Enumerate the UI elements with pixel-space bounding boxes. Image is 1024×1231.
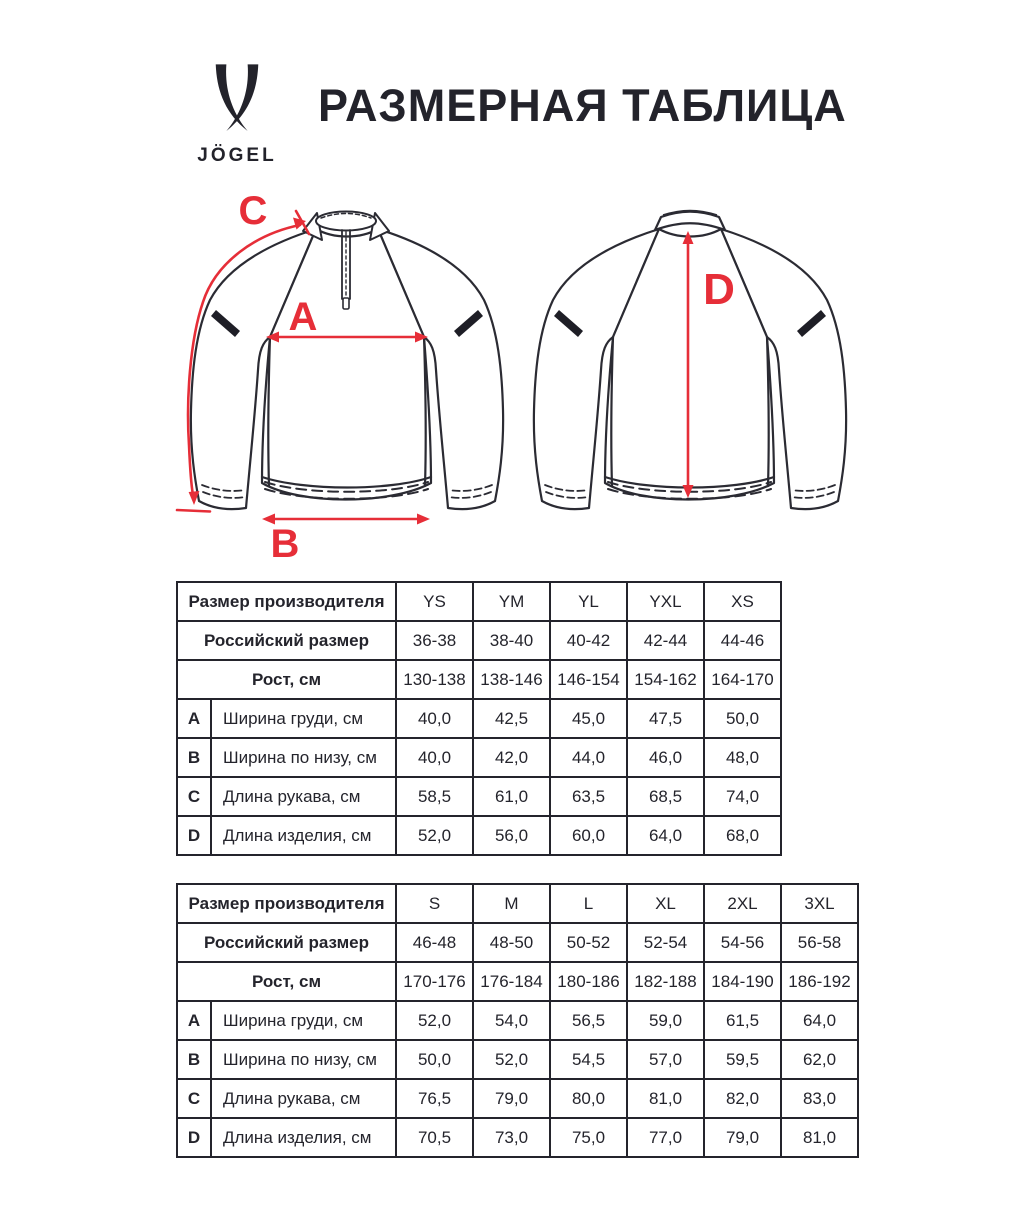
size-table-adult <box>176 883 859 1158</box>
measure-value-cell: 68,5 <box>628 778 705 817</box>
size-value-cell: S <box>397 885 474 924</box>
measure-value-cell: 81,0 <box>782 1119 859 1158</box>
measure-letter-cell: C <box>178 1080 212 1119</box>
size-value-cell: 164-170 <box>705 661 782 700</box>
measure-value-cell: 74,0 <box>705 778 782 817</box>
header-label-cell: Размер производителя <box>178 583 397 622</box>
size-value-cell: 130-138 <box>397 661 474 700</box>
measure-name-cell: Длина рукава, см <box>212 1080 397 1119</box>
header-label-cell: Российский размер <box>178 622 397 661</box>
size-value-cell: 180-186 <box>551 963 628 1002</box>
measure-value-cell: 57,0 <box>628 1041 705 1080</box>
measure-letter-cell: C <box>178 778 212 817</box>
garment-base-drawing <box>191 229 503 509</box>
measure-letter-cell: D <box>178 817 212 856</box>
measure-value-cell: 52,0 <box>397 1002 474 1041</box>
measure-name-cell: Ширина по низу, см <box>212 739 397 778</box>
header-label-cell: Размер производителя <box>178 885 397 924</box>
size-value-cell: 46-48 <box>397 924 474 963</box>
size-value-cell: 48-50 <box>474 924 551 963</box>
measure-value-cell: 59,5 <box>705 1041 782 1080</box>
size-value-cell: XL <box>628 885 705 924</box>
size-value-cell: 154-162 <box>628 661 705 700</box>
size-value-cell: 176-184 <box>474 963 551 1002</box>
measure-value-cell: 56,5 <box>551 1002 628 1041</box>
back-garment-drawing <box>534 229 846 509</box>
measure-value-cell: 56,0 <box>474 817 551 856</box>
label-c: C <box>238 189 268 233</box>
measure-value-cell: 54,0 <box>474 1002 551 1041</box>
size-value-cell: YXL <box>628 583 705 622</box>
measure-value-cell: 42,0 <box>474 739 551 778</box>
measure-value-cell: 59,0 <box>628 1002 705 1041</box>
size-value-cell: 40-42 <box>551 622 628 661</box>
size-value-cell: 38-40 <box>474 622 551 661</box>
size-value-cell: 50-52 <box>551 924 628 963</box>
size-value-cell: 56-58 <box>782 924 859 963</box>
measure-value-cell: 54,5 <box>551 1041 628 1080</box>
measure-value-cell: 62,0 <box>782 1041 859 1080</box>
measure-name-cell: Ширина по низу, см <box>212 1041 397 1080</box>
measure-value-cell: 50,0 <box>397 1041 474 1080</box>
measure-value-cell: 64,0 <box>628 817 705 856</box>
measure-name-cell: Длина изделия, см <box>212 817 397 856</box>
header-label-cell: Рост, см <box>178 963 397 1002</box>
measure-value-cell: 70,5 <box>397 1119 474 1158</box>
measure-letter-cell: B <box>178 1041 212 1080</box>
label-d: D <box>703 265 735 314</box>
measure-value-cell: 76,5 <box>397 1080 474 1119</box>
size-value-cell: M <box>474 885 551 924</box>
measure-value-cell: 77,0 <box>628 1119 705 1158</box>
size-value-cell: XS <box>705 583 782 622</box>
size-value-cell: 54-56 <box>705 924 782 963</box>
measure-value-cell: 42,5 <box>474 700 551 739</box>
measure-value-cell: 61,0 <box>474 778 551 817</box>
measure-value-cell: 68,0 <box>705 817 782 856</box>
measure-value-cell: 63,5 <box>551 778 628 817</box>
size-value-cell: 36-38 <box>397 622 474 661</box>
brand-name: JÖGEL <box>197 145 277 166</box>
measure-value-cell: 73,0 <box>474 1119 551 1158</box>
measure-value-cell: 44,0 <box>551 739 628 778</box>
measure-value-cell: 48,0 <box>705 739 782 778</box>
measure-value-cell: 81,0 <box>628 1080 705 1119</box>
measure-value-cell: 45,0 <box>551 700 628 739</box>
size-value-cell: 146-154 <box>551 661 628 700</box>
measure-value-cell: 83,0 <box>782 1080 859 1119</box>
header-label-cell: Рост, см <box>178 661 397 700</box>
measure-value-cell: 58,5 <box>397 778 474 817</box>
measure-value-cell: 60,0 <box>551 817 628 856</box>
measure-value-cell: 52,0 <box>397 817 474 856</box>
measure-name-cell: Ширина груди, см <box>212 1002 397 1041</box>
measure-value-cell: 52,0 <box>474 1041 551 1080</box>
measure-value-cell: 61,5 <box>705 1002 782 1041</box>
measure-letter-cell: A <box>178 700 212 739</box>
measure-value-cell: 46,0 <box>628 739 705 778</box>
size-value-cell: YL <box>551 583 628 622</box>
measure-letter-cell: B <box>178 739 212 778</box>
header-label-cell: Российский размер <box>178 924 397 963</box>
size-value-cell: YS <box>397 583 474 622</box>
measure-value-cell: 75,0 <box>551 1119 628 1158</box>
measure-value-cell: 47,5 <box>628 700 705 739</box>
garment-measurement-diagram <box>0 0 1024 580</box>
measure-name-cell: Длина рукава, см <box>212 778 397 817</box>
measure-value-cell: 40,0 <box>397 739 474 778</box>
size-value-cell: 44-46 <box>705 622 782 661</box>
measure-letter-cell: D <box>178 1119 212 1158</box>
size-value-cell: 182-188 <box>628 963 705 1002</box>
measure-name-cell: Длина изделия, см <box>212 1119 397 1158</box>
back-collar <box>655 211 725 231</box>
size-value-cell: 186-192 <box>782 963 859 1002</box>
size-value-cell: 52-54 <box>628 924 705 963</box>
size-value-cell: YM <box>474 583 551 622</box>
measure-value-cell: 80,0 <box>551 1080 628 1119</box>
measure-value-cell: 40,0 <box>397 700 474 739</box>
size-value-cell: 2XL <box>705 885 782 924</box>
measure-value-cell: 64,0 <box>782 1002 859 1041</box>
size-value-cell: 3XL <box>782 885 859 924</box>
measure-letter-cell: A <box>178 1002 212 1041</box>
size-table-youth <box>176 581 782 856</box>
label-b: B <box>270 522 300 566</box>
page-title: РАЗМЕРНАЯ ТАБЛИЦА <box>318 80 847 131</box>
measure-value-cell: 82,0 <box>705 1080 782 1119</box>
measure-name-cell: Ширина груди, см <box>212 700 397 739</box>
size-value-cell: 170-176 <box>397 963 474 1002</box>
measure-value-cell: 79,0 <box>705 1119 782 1158</box>
size-value-cell: 42-44 <box>628 622 705 661</box>
measure-value-cell: 50,0 <box>705 700 782 739</box>
size-value-cell: 138-146 <box>474 661 551 700</box>
size-value-cell: L <box>551 885 628 924</box>
measure-value-cell: 79,0 <box>474 1080 551 1119</box>
label-a: A <box>288 295 318 339</box>
size-value-cell: 184-190 <box>705 963 782 1002</box>
